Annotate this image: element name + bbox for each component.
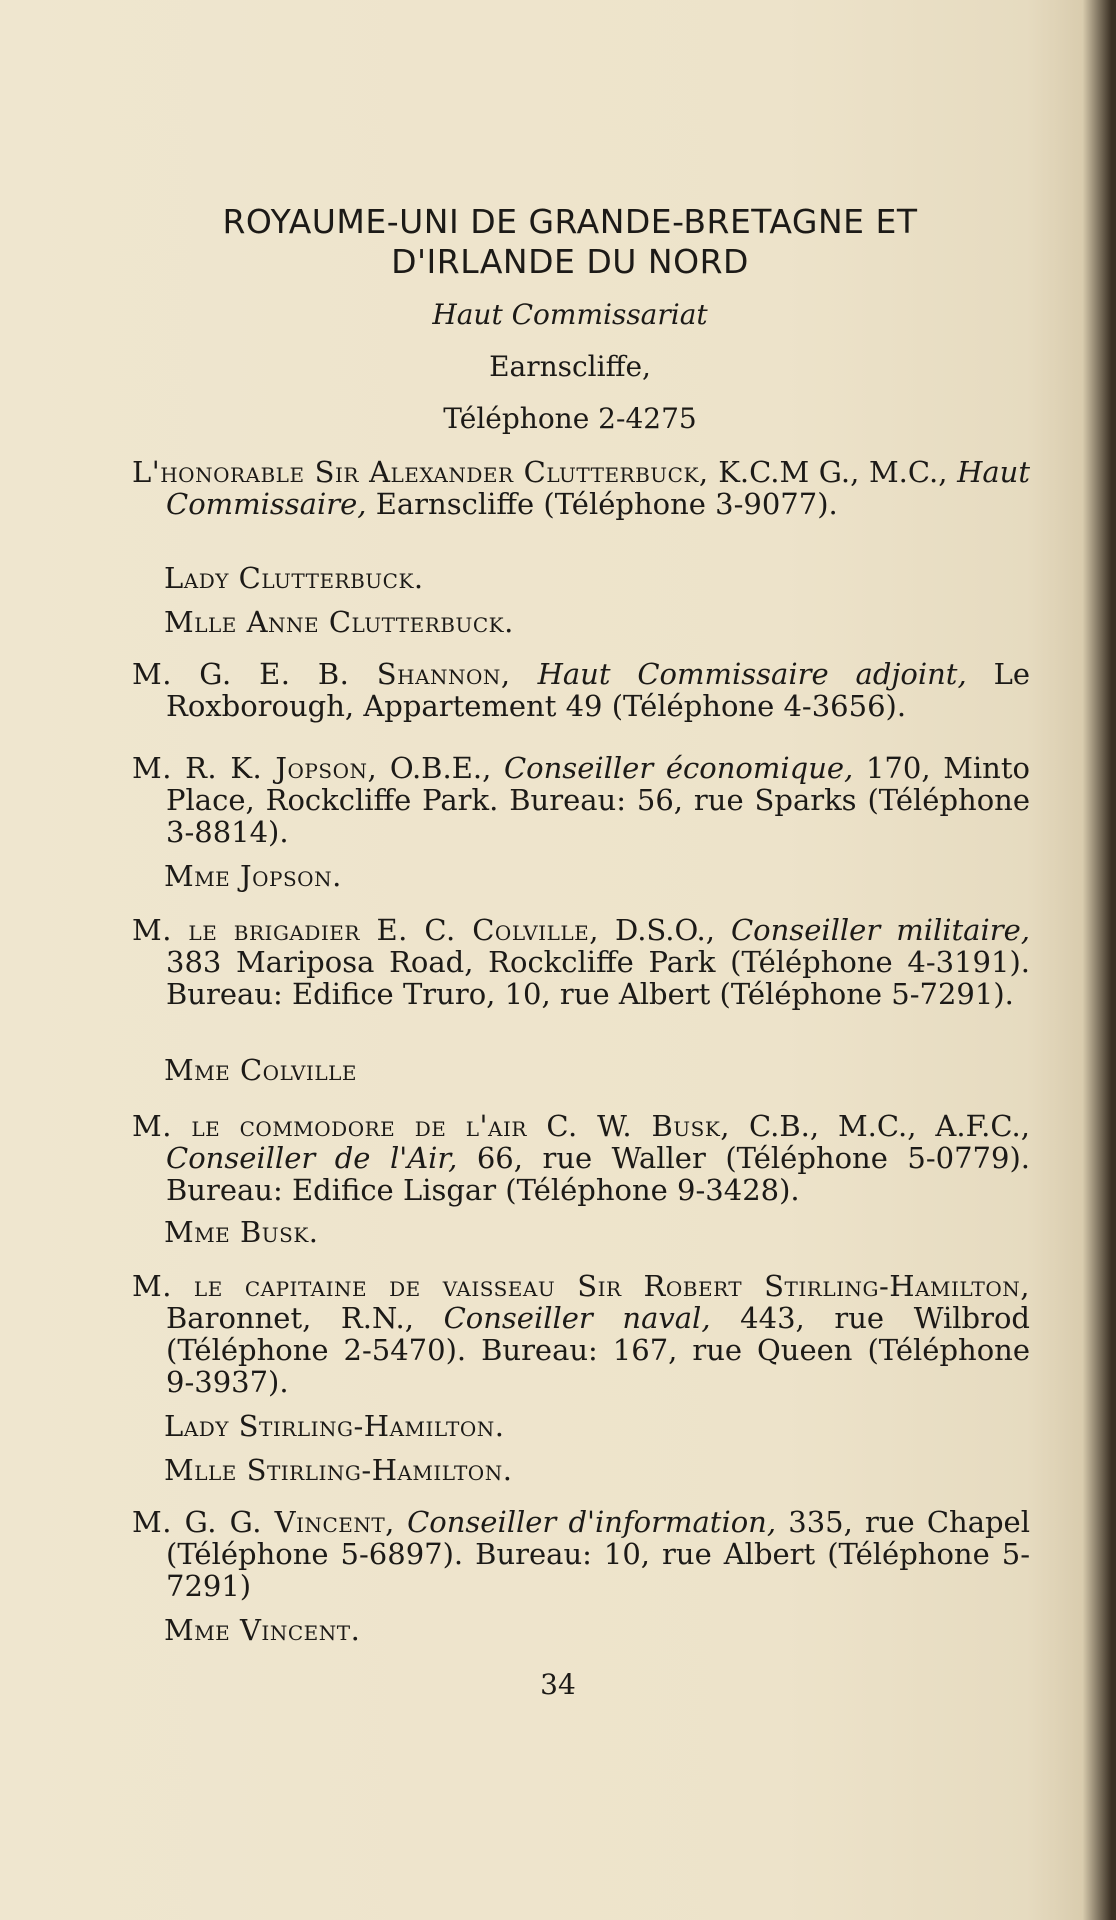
family-member: Lady Stirling-Hamilton.	[164, 1409, 505, 1443]
entry-name: M. le capitaine de vaisseau Sir Robert Stirling-Hamilton,	[132, 1269, 1030, 1303]
entry-text-b: 170, Minto Place, Rockcliffe Park. Bureau: 56, rue Sparks (Téléphone 3-8814).	[166, 751, 1030, 849]
entry-text-a: Baronnet, R.N.,	[166, 1301, 444, 1335]
entry-jopson	[132, 752, 1030, 848]
section-title-line-2: D'IRLANDE DU NORD	[391, 242, 749, 281]
entry-text-a: C.B., M.C., A.F.C.,	[730, 1109, 1030, 1143]
entry-role: Conseiller économique,	[503, 751, 854, 785]
family-member: Lady Clutterbuck.	[164, 561, 424, 595]
entry-name: M. le commodore de l'air C. W. Busk,	[132, 1109, 731, 1143]
family-member: Mme Jopson.	[164, 859, 342, 893]
page-number: 34	[540, 1668, 576, 1701]
entry-stirling-hamilton	[132, 1270, 1030, 1398]
entry-text-b: 443, rue Wilbrod (Téléphone 2-5470). Bureau: 167, rue Queen (Téléphone 9-3937).	[166, 1301, 1030, 1399]
entry-name: L'honorable Sir Alexander Clutterbuck,	[132, 455, 709, 489]
entry-text-b: 383 Mariposa Road, Rockcliffe Park (Téléphone 4-3191). Bureau: Edifice Truro, 10, rue Albert (Téléphone 5-7291).	[166, 945, 1030, 1011]
telephone: Téléphone 2-4275	[443, 402, 697, 435]
entry-text-a	[511, 657, 538, 691]
entry-role: Conseiller militaire,	[730, 913, 1030, 947]
entry-shannon	[132, 658, 1030, 722]
entry-text-b: Earnscliffe (Téléphone 3-9077).	[366, 487, 838, 521]
entry-name: M. R. K. Jopson,	[132, 751, 378, 785]
location: Earnscliffe,	[489, 350, 651, 383]
entry-text-b: 335, rue Chapel (Téléphone 5-6897). Bureau: 10, rue Albert (Téléphone 5-7291)	[166, 1505, 1030, 1603]
entry-busk	[132, 1110, 1030, 1206]
entry-text-a: D.S.O.,	[598, 913, 731, 947]
subtitle: Haut Commissariat	[432, 298, 708, 331]
entry-role: Haut Commissaire adjoint,	[537, 657, 967, 691]
entry-text-a: K.C.M G., M.C.,	[708, 455, 958, 489]
entry-text-a: O.B.E.,	[377, 751, 504, 785]
family-member: Mlle Anne Clutterbuck.	[164, 605, 514, 639]
entry-colville	[132, 914, 1030, 1010]
family-member: Mlle Stirling-Hamilton.	[164, 1453, 513, 1487]
entry-text-b: Le Roxborough, Appartement 49 (Téléphone 4-3656).	[166, 657, 1031, 723]
family-member: Mme Colville	[164, 1053, 357, 1087]
entry-name: M. le brigadier E. C. Colville,	[132, 913, 599, 947]
section-title-line-1: ROYAUME-UNI DE GRANDE-BRETAGNE ET	[222, 202, 918, 241]
entry-vincent	[132, 1506, 1030, 1602]
entry-text-a	[395, 1505, 407, 1539]
entry-name: M. G. G. Vincent,	[132, 1505, 395, 1539]
entry-role: Conseiller de l'Air,	[166, 1141, 458, 1175]
entry-text-b: 66, rue Waller (Téléphone 5-0779). Bureau: Edifice Lisgar (Téléphone 9-3428).	[166, 1141, 1030, 1207]
entry-role: Conseiller d'information,	[407, 1505, 777, 1539]
entry-role: Haut Commissaire,	[166, 455, 1031, 521]
entry-role: Conseiller naval,	[443, 1301, 711, 1335]
entry-clutterbuck	[132, 456, 1030, 520]
entry-name: M. G. E. B. Shannon,	[132, 657, 511, 691]
family-member: Mme Busk.	[164, 1215, 319, 1249]
family-member: Mme Vincent.	[164, 1613, 361, 1647]
